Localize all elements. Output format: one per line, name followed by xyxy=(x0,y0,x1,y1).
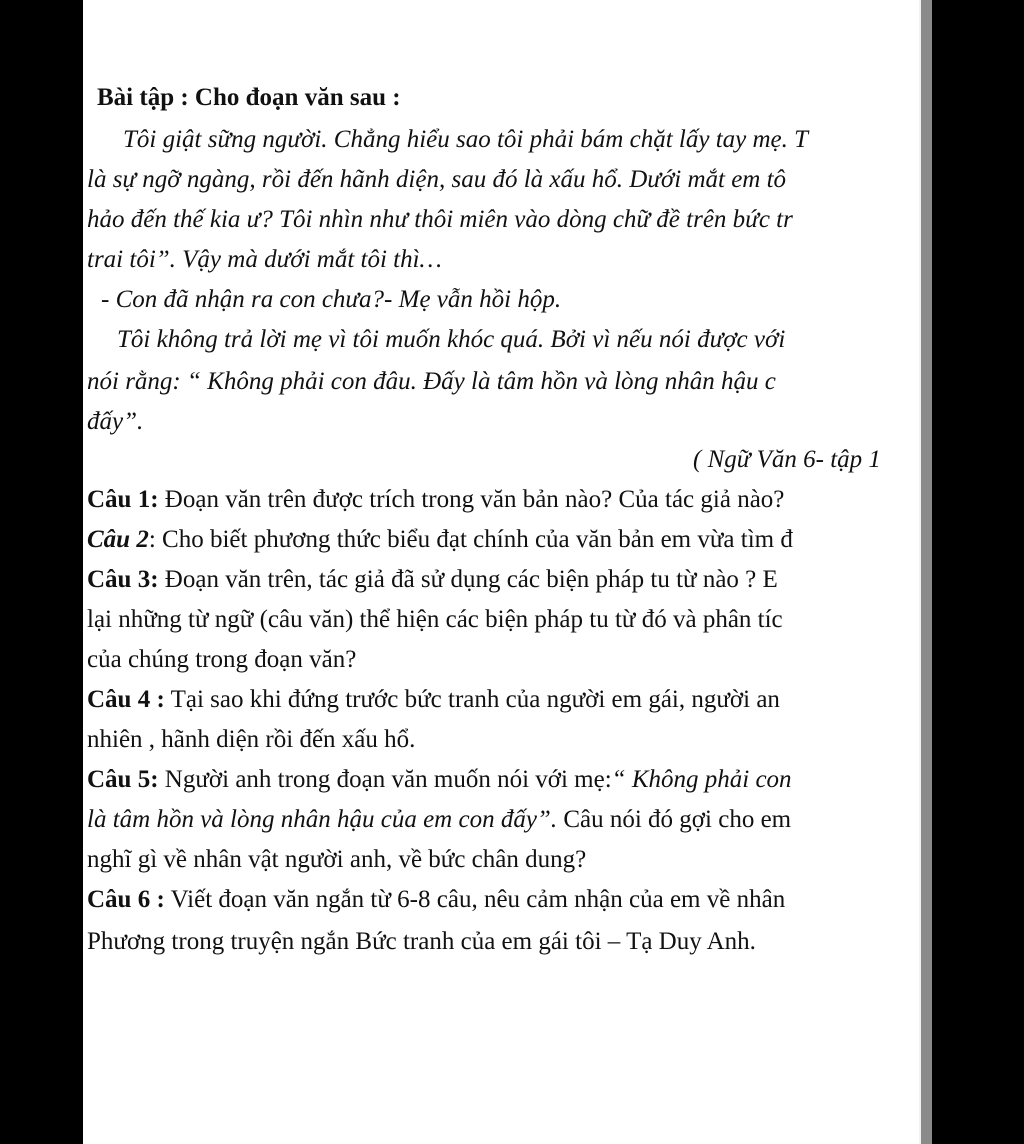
question-4-line-2: nhiên , hãnh diện rồi đến xấu hổ. xyxy=(87,726,416,753)
document-heading: Bài tập : Cho đoạn văn sau : xyxy=(97,84,401,111)
passage-line-4: trai tôi”. Vậy mà dưới mắt tôi thì… xyxy=(87,246,442,273)
question-1-text: Đoạn văn trên được trích trong văn bản nào? Của tác giả nào? xyxy=(158,486,785,513)
question-6-line-2: Phương trong truyện ngắn Bức tranh của em gái tôi – Tạ Duy Anh. xyxy=(87,928,756,955)
passage-line-1: Tôi giật sững người. Chẳng hiểu sao tôi phải bám chặt lấy tay mẹ. T xyxy=(123,126,809,153)
question-3 xyxy=(87,562,778,598)
question-1-label: Câu 1: xyxy=(87,486,159,513)
source-citation: ( Ngữ Văn 6- tập 1 xyxy=(693,446,881,473)
question-5-line-2 xyxy=(87,802,791,838)
passage-dialogue-line: - Con đã nhận ra con chưa?- Mẹ vẫn hồi hộp. xyxy=(101,286,562,313)
question-5-label: Câu 5: xyxy=(87,766,159,793)
question-1 xyxy=(87,482,784,518)
scrollbar-thumb[interactable] xyxy=(921,0,932,1144)
question-5 xyxy=(87,762,792,798)
passage-line-8: đấy”. xyxy=(87,408,144,435)
passage-line-7: nói rằng: “ Không phải con đâu. Đấy là tâm hồn và lòng nhân hậu c xyxy=(87,368,776,395)
document-page xyxy=(83,0,919,1144)
question-4-label: Câu 4 : xyxy=(87,686,165,713)
question-4 xyxy=(87,682,780,718)
question-6 xyxy=(87,882,785,918)
question-2 xyxy=(87,522,793,558)
question-5-line-3: nghĩ gì về nhân vật người anh, về bức chân dung? xyxy=(87,846,587,873)
question-5-text: Người anh trong đoạn văn muốn nói với mẹ: xyxy=(158,766,612,793)
question-6-text: Viết đoạn văn ngắn từ 6-8 câu, nêu cảm nhận của em về nhân xyxy=(164,886,786,913)
question-5-quote: “ Không phải con xyxy=(611,766,792,793)
question-5-line-2-text: Câu nói đó gợi cho em xyxy=(557,806,792,833)
passage-line-2: là sự ngỡ ngàng, rồi đến hãnh diện, sau đó là xấu hổ. Dưới mắt em tô xyxy=(87,166,787,193)
question-6-label: Câu 6 : xyxy=(87,886,165,913)
question-3-text: Đoạn văn trên, tác giả đã sử dụng các biện pháp tu từ nào ? E xyxy=(158,566,778,593)
question-4-text: Tại sao khi đứng trước bức tranh của người em gái, người an xyxy=(164,686,780,713)
question-3-line-3: của chúng trong đoạn văn? xyxy=(87,646,357,673)
question-3-label: Câu 3: xyxy=(87,566,159,593)
question-2-label: Câu 2 xyxy=(87,526,149,553)
passage-line-6: Tôi không trả lời mẹ vì tôi muốn khóc quá. Bởi vì nếu nói được với xyxy=(117,326,786,353)
question-5-line-2-quote: là tâm hồn và lòng nhân hậu của em con đấy”. xyxy=(87,806,558,833)
passage-line-3: hảo đến thế kia ư? Tôi nhìn như thôi miên vào dòng chữ đề trên bức tr xyxy=(87,206,793,233)
question-3-line-2: lại những từ ngữ (câu văn) thể hiện các biện pháp tu từ đó và phân tíc xyxy=(87,606,783,633)
question-2-text: : Cho biết phương thức biểu đạt chính của văn bản em vừa tìm đ xyxy=(148,526,793,553)
